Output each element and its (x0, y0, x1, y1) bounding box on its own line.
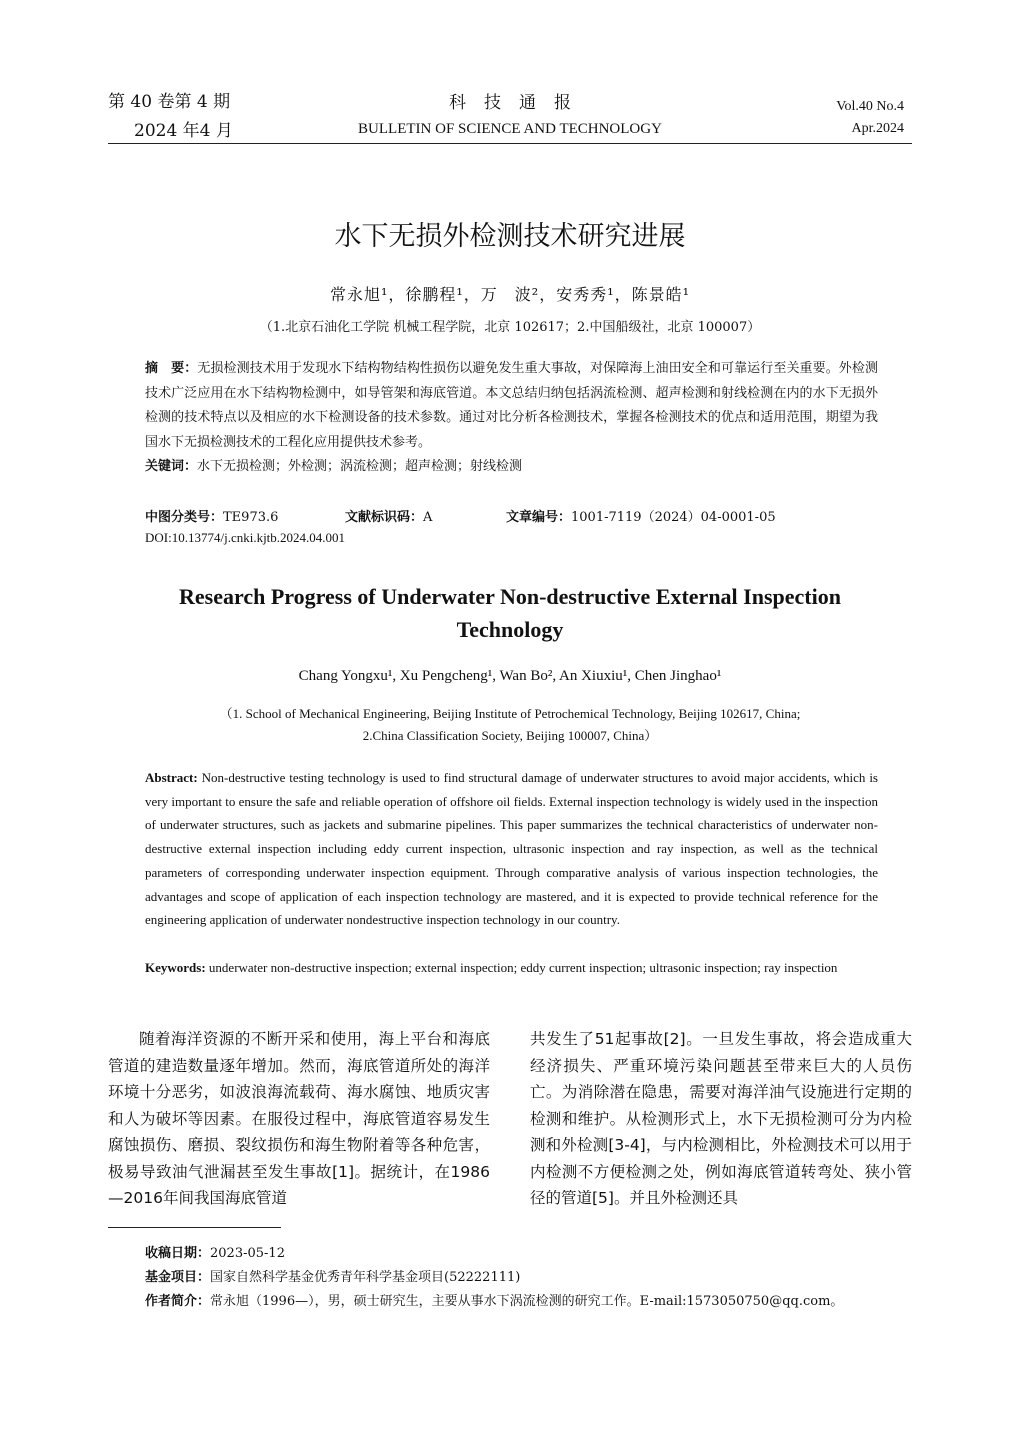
keywords-cn-label: 关键词： (145, 459, 198, 474)
doc-code-value: A (423, 510, 433, 525)
keywords-en-label: Keywords: (145, 960, 206, 975)
authors-en: Chang Yongxu¹, Xu Pengcheng¹, Wan Bo², An Xiuxiu¹, Chen Jinghao¹ (298, 668, 722, 684)
doc-code-label: 文献标识码： (345, 510, 424, 525)
affiliation-cn: （1.北京石油化工学院 机械工程学院，北京 102617；2.中国船级社，北京 100007） (259, 320, 761, 335)
authors-cn: 常永旭¹，徐鹏程¹，万 波²，安秀秀¹，陈景皓¹ (329, 285, 691, 304)
doi: DOI:10.13774/j.cnki.kjtb.2024.04.001 (145, 530, 346, 545)
affiliation-en (0, 703, 1020, 747)
author-bio-value: 常永旭（1996—），男，硕士研究生，主要从事水下涡流检测的研究工作。E-mail:1573050750@qq.com。 (210, 1294, 844, 1309)
abstract-cn-text: 无损检测技术用于发现水下结构物结构性损伤以避免发生重大事故，对保障海上油田安全和可靠运行至关重要。外检测技术广泛应用在水下结构物检测中，如导管架和海底管道。本文总结归纳包括涡流检测、超声检测和射线检测在内的水下无损外检测的技术特点以及相应的水下检测设备的技术参数。通过对比分析各检测技术，掌握各检测技术的优点和适用范围，期望为我国水下无损检测技术的工程化应用提供技术参考。 (145, 361, 878, 450)
footnote-rule (108, 1227, 281, 1228)
body-right-column: 共发生了51起事故[2]。一旦发生事故，将会造成重大经济损失、严重环境污染问题甚至带来巨大的人员伤亡。为消除潜在隐患，需要对海洋油气设施进行定期的检测和维护。从检测形式上，水下无损检测可分为内检测和外检测[3-4]，与内检测相比，外检测技术可以用于内检测不方便检测之处，例如海底管道转弯处、狭小管径的管道[5]。并且外检测还具 (530, 1030, 912, 1207)
volume-issue-en: Vol.40 No.4 (836, 99, 904, 114)
keywords-cn (145, 455, 522, 474)
clc-value: TE973.6 (223, 510, 279, 525)
keywords-en-text: underwater non-destructive inspection; external inspection; eddy current inspection; ultrasonic inspection; ray inspection (205, 960, 838, 975)
journal-name-en: BULLETIN OF SCIENCE AND TECHNOLOGY (358, 121, 662, 137)
fund-value: 国家自然科学基金优秀青年科学基金项目(52222111) (210, 1270, 521, 1285)
abstract-en (145, 766, 878, 932)
abstract-en-text: Non-destructive testing technology is used to find structural damage of underwater structures to avoid major accidents, which is very important to ensure the safe and reliable operation of offshore oil fields. External inspection technology is widely used in the inspection of underwater structures, such as jackets and submarine pipelines. This paper summarizes the technical characteristics of underwater non-destructive external inspection including eddy current inspection, ultrasonic inspection and ray inspection, as well as the technical parameters of corresponding underwater inspection equipment. Through comparative analysis of various inspection technologies, the advantages and scope of application of each inspection technology are mastered, and it is expected to provide technical reference for the engineering application of underwater nondestructive inspection technology in our country. (145, 770, 878, 928)
fund-label: 基金项目： (145, 1270, 211, 1285)
keywords-en (145, 956, 878, 980)
abstract-cn-label: 摘 要： (145, 361, 198, 376)
journal-volume-en (836, 96, 904, 140)
header-rule (108, 143, 912, 144)
paper-title-en: Research Progress of Underwater Non-destructive External Inspection Technology (179, 584, 841, 642)
publish-date-en: Apr.2024 (851, 121, 904, 136)
affiliation-en-line1: （1. School of Mechanical Engineering, Beijing Institute of Petrochemical Technology, Beijing 102617, China; (219, 706, 801, 721)
body-left-column: 随着海洋资源的不断开采和使用，海上平台和海底管道的建造数量逐年增加。然而，海底管道所处的海洋环境十分恶劣，如波浪海流载荷、海水腐蚀、地质灾害和人为破坏等因素。在服役过程中，海底管道容易发生腐蚀损伤、磨损、裂纹损伤和海生物附着等各种危害，极易导致油气泄漏甚至发生事故[1]。据统计，在1986—2016年间我国海底管道 (108, 1030, 490, 1207)
publish-date-cn: 2024 年4 月 (134, 121, 233, 141)
footnote-received (145, 1242, 285, 1266)
abstract-en-label: Abstract: (145, 770, 198, 785)
author-bio-label: 作者简介： (145, 1294, 211, 1309)
clc-label: 中图分类号： (145, 510, 224, 525)
footnote-author (145, 1290, 843, 1314)
article-number-label: 文章编号： (506, 510, 572, 525)
abstract-cn (145, 357, 878, 455)
article-number-value: 1001-7119（2024）04-0001-05 (571, 510, 776, 525)
affiliation-en-line2: 2.China Classification Society, Beijing 100007, China） (362, 728, 658, 743)
volume-issue: 第 40 卷第 4 期 (108, 92, 231, 112)
footnote-fund (145, 1266, 520, 1290)
received-date: 2023-05-12 (210, 1246, 285, 1261)
classification-row (145, 506, 776, 525)
paper-title-cn: 水下无损外检测技术研究进展 (334, 221, 686, 252)
received-label: 收稿日期： (145, 1246, 211, 1261)
keywords-cn-text: 水下无损检测；外检测；涡流检测；超声检测；射线检测 (197, 459, 523, 474)
journal-name-cn: 科技通报 (449, 93, 589, 113)
